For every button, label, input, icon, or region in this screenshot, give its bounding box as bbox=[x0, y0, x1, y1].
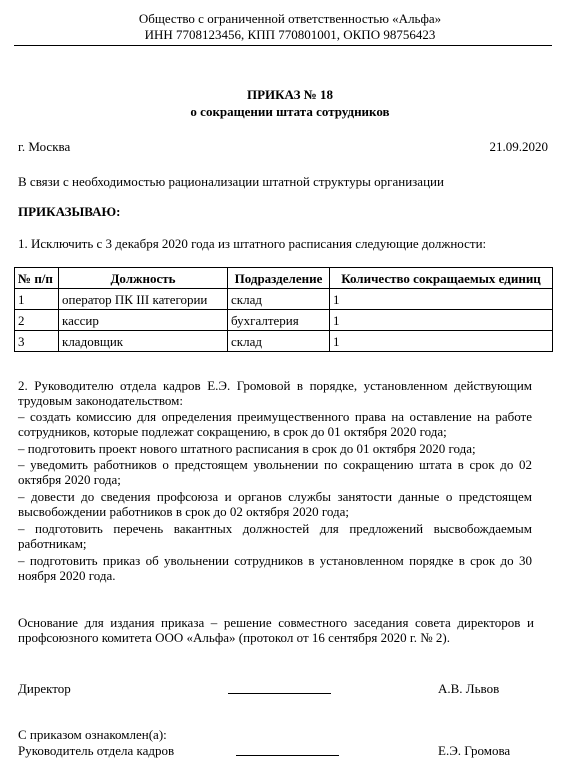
table-row bbox=[15, 310, 553, 331]
cell-count: 1 bbox=[330, 310, 553, 331]
list-item: – подготовить перечень вакантных должностей для предложений высвобождаемым работникам; bbox=[18, 521, 532, 551]
director-name: А.В. Львов bbox=[438, 681, 500, 696]
order-subtitle: о сокращении штата сотрудников bbox=[190, 104, 390, 119]
order-title: ПРИКАЗ № 18 bbox=[246, 87, 334, 102]
list-item: – уведомить работников о предстоящем увольнении по сокращению штата в срок до 02 октября 2020 года; bbox=[18, 457, 532, 487]
col-header-count: Количество сокращаемых единиц bbox=[330, 268, 553, 289]
order-city: г. Москва bbox=[18, 139, 71, 154]
order-item-2-intro: 2. Руководителю отдела кадров Е.Э. Громовой в порядке, установленном действующим трудовым законодательством: bbox=[18, 378, 532, 408]
header-divider bbox=[14, 45, 552, 46]
organization-name: Общество с ограниченной ответственностью «Альфа» bbox=[138, 11, 442, 26]
list-item: – подготовить приказ об увольнении сотрудников в установленном порядке в срок до 30 ноября 2020 года. bbox=[18, 553, 532, 583]
hr-head-title: Руководитель отдела кадров bbox=[18, 743, 175, 758]
order-item-1: 1. Исключить с 3 декабря 2020 года из штатного расписания следующие должности: bbox=[18, 236, 487, 251]
director-signature-line bbox=[228, 693, 331, 694]
cell-department: склад bbox=[228, 331, 330, 352]
cell-department: склад bbox=[228, 289, 330, 310]
table-header-row bbox=[15, 268, 553, 289]
cell-number: 3 bbox=[15, 331, 59, 352]
cell-count: 1 bbox=[330, 331, 553, 352]
order-intro: В связи с необходимостью рационализации штатной структуры организации bbox=[18, 174, 444, 189]
director-title: Директор bbox=[18, 681, 71, 696]
list-item: – довести до сведения профсоюза и органов службы занятости данные о предстоящем высвобождении работников в срок до 02 октября 2020 года; bbox=[18, 489, 532, 519]
list-item: – подготовить проект нового штатного расписания в срок до 01 октября 2020 года; bbox=[18, 441, 476, 456]
order-basis: Основание для издания приказа – решение совместного заседания совета директоров и профсоюзного комитета ООО «Альфа» (протокол от 16 сентября 2020 г. № 2). bbox=[18, 615, 534, 645]
cell-number: 2 bbox=[15, 310, 59, 331]
cell-department: бухгалтерия bbox=[228, 310, 330, 331]
cell-number: 1 bbox=[15, 289, 59, 310]
list-item: – создать комиссию для определения преимущественного права на оставление на работе сотрудников, которые подлежат сокращению, в срок до 01 октября 2020 года; bbox=[18, 409, 532, 439]
organization-requisites: ИНН 7708123456, КПП 770801001, ОКПО 98756423 bbox=[144, 27, 436, 42]
col-header-department: Подразделение bbox=[228, 268, 330, 289]
hr-head-name: Е.Э. Громова bbox=[438, 743, 511, 758]
order-date: 21.09.2020 bbox=[489, 139, 548, 154]
cell-count: 1 bbox=[330, 289, 553, 310]
cell-position: кладовщик bbox=[59, 331, 228, 352]
table-row bbox=[15, 331, 553, 352]
col-header-position: Должность bbox=[59, 268, 228, 289]
order-command: ПРИКАЗЫВАЮ: bbox=[18, 204, 121, 219]
acquainted-label: С приказом ознакомлен(а): bbox=[18, 727, 167, 742]
positions-table bbox=[14, 267, 553, 352]
cell-position: оператор ПК III категории bbox=[59, 289, 228, 310]
table-row bbox=[15, 289, 553, 310]
hr-signature-line bbox=[236, 755, 339, 756]
col-header-number: № п/п bbox=[15, 268, 59, 289]
cell-position: кассир bbox=[59, 310, 228, 331]
